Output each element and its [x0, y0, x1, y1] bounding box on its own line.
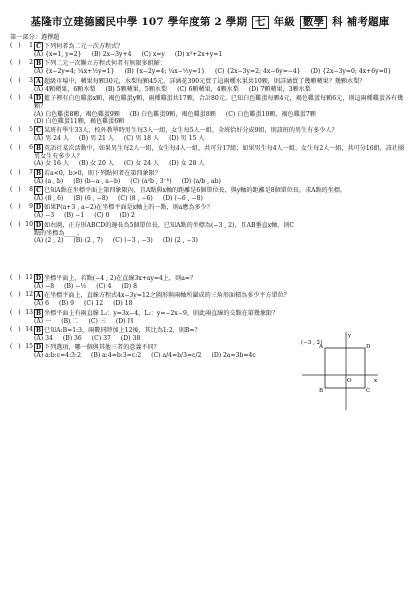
answer-paren: ( ) — [10, 343, 21, 351]
options-row — [34, 283, 410, 290]
question-body — [34, 42, 410, 58]
question-item — [10, 126, 410, 142]
answer-box: D — [35, 221, 42, 229]
question-item — [10, 186, 410, 202]
question-number: 7 — [29, 168, 33, 176]
question-body — [34, 221, 300, 245]
option: (A) 6 — [34, 300, 49, 308]
question-item — [10, 274, 410, 290]
question-number: 14 — [25, 325, 33, 333]
option: (C) 男 18 人 — [123, 135, 160, 143]
label-coord: (−3 , 2) — [301, 340, 323, 346]
question-body — [34, 59, 410, 75]
question-number: 8 — [29, 186, 33, 194]
option: (D) 7顆蘋果，3顆水梨 — [248, 85, 311, 93]
label-b: B — [319, 388, 324, 394]
option: (A) a:b:c=4:3:2 — [34, 352, 81, 360]
options-row — [34, 135, 410, 142]
option: (B) a:4=b:3=c:2 — [91, 352, 142, 360]
option: (A) 白色雞蛋8顆，褐色雞蛋9顆 — [34, 110, 120, 118]
question-body — [34, 309, 410, 325]
answer-box: C — [34, 126, 43, 135]
option: (A) (2 , 2) — [34, 237, 64, 245]
answer-box: A — [34, 77, 43, 86]
option: (B) −½ — [64, 282, 87, 290]
question-body — [34, 203, 410, 219]
option: (C) 女 24 人 — [123, 160, 160, 168]
option: (D) {2x−3y=0; 4x+6y=0} — [310, 68, 392, 76]
question-text: 坐標平面上有兩直線 L₁：y=3x−4，L₂：y=−2x−9，則此兩直線的交點在第幾象限？ — [44, 309, 279, 317]
option: (A) 4顆蘋果，6顆水梨 — [34, 85, 96, 93]
question-number: 13 — [25, 308, 33, 316]
option: (B) (b−a , a−b) — [73, 177, 121, 185]
option: (D) (−6 , −8) — [162, 195, 203, 203]
answer-paren: ( ) — [10, 59, 21, 67]
option: (D) 女 28 人 — [169, 160, 205, 168]
option: (A) 女 16 人 — [34, 160, 69, 168]
question-text: 英語社某次活動中，如果男生每2人一組，女生每4人一組，共可分17組；如果男生每4人一組，女生每2人一組，共可分16組，該社團男女生有多少人？ — [34, 144, 405, 160]
options-row — [34, 160, 410, 167]
option: (C) 白色雞蛋10顆，褐色雞蛋7顆 — [225, 110, 316, 118]
question-number: 6 — [29, 143, 33, 151]
question-item — [10, 42, 410, 58]
label-x: x — [374, 378, 378, 384]
answer-box: B — [35, 309, 42, 317]
question-body — [34, 274, 410, 290]
answer-paren: ( ) — [10, 291, 21, 299]
question-body — [34, 291, 410, 307]
question-text: 超級市場中，蘋果每顆30元，水梨每顆45元，詳涵花390元買了這兩種水果共10顆，則詳涵買了幾顆蘋果？幾顆水梨？ — [44, 77, 366, 85]
answer-paren: ( ) — [10, 94, 21, 102]
option: (C) {2x−3y=2; 4x−6y=−4} — [215, 68, 301, 76]
question-number: 4 — [29, 94, 33, 102]
option: (B) 5顆蘋果，5顆水梨 — [105, 85, 168, 93]
answer-paren: ( ) — [10, 308, 21, 316]
option: (C) a/4=b/3=c/2 — [151, 352, 202, 360]
question-number: 1 — [29, 42, 33, 49]
title-subject-suffix: 科 補考題庫 — [332, 16, 390, 28]
options-row — [34, 300, 410, 307]
answer-box: A — [34, 291, 43, 300]
answer-box: B — [35, 169, 42, 177]
option: (A) {x−2y=4; ¼x+½y=1} — [34, 68, 115, 76]
options-row — [34, 68, 410, 75]
question-number: 10 — [25, 220, 33, 228]
square-abcd — [325, 348, 365, 388]
question-item — [10, 309, 410, 325]
question-text: 在坐標平面上，直線方程式4x−3y=12之圖形與兩軸所圍成的三角形面積為多少平方單位？ — [44, 292, 290, 300]
question-text: 如右圖，正方形ABCD的邊長為5個單位長，已知A點的坐標為(−3 , 2)，且AB垂直x軸，則C點的坐標為____。 — [34, 221, 295, 237]
question-number: 15 — [25, 343, 33, 351]
question-item — [10, 94, 410, 125]
label-c: C — [366, 388, 371, 394]
answer-paren: ( ) — [10, 76, 21, 84]
question-body — [34, 144, 410, 168]
options-row — [34, 212, 410, 219]
option: (C) 4 — [96, 282, 112, 290]
figure-spacer — [10, 245, 410, 273]
question-item — [10, 291, 410, 307]
question-text: 下列二元一次聯立方程式何者有無限多組解： — [44, 60, 166, 68]
option: (B) 女 20 人 — [78, 160, 114, 168]
option: (D) 2a=3b=4c — [211, 352, 256, 360]
question-body — [34, 94, 410, 125]
question-item — [10, 77, 410, 93]
question-number: 9 — [29, 203, 33, 211]
answer-paren: ( ) — [10, 143, 21, 151]
option: (B) −1 — [64, 212, 85, 220]
grade-box: 七 — [252, 16, 269, 29]
question-item — [10, 169, 410, 185]
option: (D) 白色雞蛋11顆，褐色雞蛋6顆 — [34, 118, 125, 126]
answer-box: C — [34, 42, 43, 51]
question-number: 3 — [29, 76, 33, 84]
option: (D) 四 — [115, 317, 134, 325]
question-item — [10, 59, 410, 75]
coordinate-figure — [300, 330, 380, 412]
option: (B) 白色雞蛋9顆，褐色雞蛋8顆 — [129, 110, 216, 118]
answer-box: D — [35, 95, 42, 103]
answer-box: D — [35, 344, 42, 352]
option: (D) (a/b , ab) — [181, 177, 221, 185]
question-text: 下列選項，哪一個與其他三者的意義不同？ — [44, 344, 160, 352]
section-heading: 第一部分：選擇題 — [10, 34, 60, 41]
option: (B) 9 — [58, 300, 75, 308]
options-row — [34, 86, 410, 93]
question-body — [34, 186, 410, 202]
label-d: D — [366, 344, 371, 350]
answer-paren: ( ) — [10, 186, 21, 194]
option: (B) {x−2y=4; ¼x−½y=1} — [124, 68, 206, 76]
option: (C) 0 — [94, 212, 110, 220]
option: (A) (a , b) — [34, 177, 64, 185]
question-number: 2 — [29, 59, 33, 67]
option: (A) 34 — [34, 334, 53, 342]
option: (A) −8 — [34, 282, 55, 290]
option: (C) x=y — [141, 51, 165, 58]
option: (D) 8 — [121, 282, 137, 290]
option: (D) (2 , −3) — [162, 237, 198, 245]
options-row — [34, 111, 410, 126]
option: (C) (8 , −6) — [118, 195, 153, 203]
answer-box: B — [35, 60, 42, 68]
option: (C) (a³b , 3⁻ᵇ) — [130, 177, 172, 185]
option: (C) 37 — [91, 334, 111, 342]
answer-paren: ( ) — [10, 220, 21, 228]
answer-box: C — [34, 186, 43, 195]
label-a: A — [319, 344, 323, 350]
option: (D) x²+2x+y=1 — [174, 51, 223, 58]
question-item — [10, 203, 410, 219]
answer-paren: ( ) — [10, 273, 21, 281]
answer-paren: ( ) — [10, 203, 21, 211]
option: (B) 男 21 人 — [78, 135, 114, 143]
options-row — [34, 237, 300, 244]
question-text: 已知A:B=1:3，兩數同時加上12後，其比為1:2，則B=？ — [44, 326, 201, 334]
question-text: 坐標平面上，若點(−4 , 2)在直線3x+ay=4上，則a=？ — [44, 274, 197, 282]
option: (B) 36 — [62, 334, 82, 342]
option: (A) 一 — [34, 317, 52, 325]
option: (B) (2 , 7) — [73, 237, 103, 245]
option: (C) 6顆蘋果，4顆水梨 — [177, 85, 239, 93]
label-o: O — [347, 378, 352, 384]
option: (A) 男 24 人 — [34, 135, 69, 143]
question-list — [10, 42, 410, 360]
option: (C) 三 — [88, 317, 106, 325]
question-text: 籃子裡有白色雞蛋x顆，褐色雞蛋y顆，兩種雞蛋共17顆，合計80元。已知白色雞蛋每顆4元，褐色雞蛋每顆6元，則這兩種雞蛋各有幾顆？ — [34, 95, 404, 111]
option: (A) −3 — [34, 212, 55, 220]
option: (D) 18 — [113, 300, 133, 308]
options-row — [34, 318, 410, 325]
options-row — [34, 51, 410, 58]
question-number: 5 — [29, 126, 33, 134]
question-text: 若a<0，b>0，則下列點何者在第四象限？ — [44, 169, 161, 177]
question-text: 某班有學生33人，校外教學時男生每3人一組，女生每5人一組，全班恰好分成9組，則該班的男生有多少人？ — [44, 127, 338, 135]
option: (B) 2x−3y+4 — [91, 51, 132, 58]
option: (B) (6 , −8) — [73, 195, 109, 203]
answer-box: B — [35, 326, 42, 334]
question-number: 12 — [25, 291, 33, 299]
answer-paren: ( ) — [10, 126, 21, 134]
answer-paren: ( ) — [10, 168, 21, 176]
option: (A) (8 , 6) — [34, 195, 64, 203]
question-body — [34, 169, 410, 185]
option: (A) {x=1, y=2} — [34, 51, 82, 58]
question-text: 如果P(a+3 , a−2)在坐標平面是x軸上的一點，則a應為多少？ — [44, 204, 213, 212]
answer-paren: ( ) — [10, 42, 21, 49]
question-item — [10, 221, 410, 245]
question-text: 已知A點在坐標平面上第四象限內，且A點與x軸的距離是6個單位長，與y軸的距離是8個單位長，求A點的坐標。 — [44, 187, 347, 195]
option: (D) 男 15 人 — [169, 135, 205, 143]
page-title — [10, 14, 410, 29]
answer-box: B — [35, 144, 42, 152]
question-number: 11 — [25, 273, 33, 281]
answer-box: D — [35, 274, 42, 282]
answer-box: D — [35, 204, 42, 212]
question-body — [34, 77, 410, 93]
options-row — [34, 195, 410, 202]
options-row — [34, 178, 410, 185]
option: (B) 二 — [61, 317, 79, 325]
title-school: 基隆市立建德國民中學 107 學年度第 2 學期 — [30, 16, 248, 28]
option: (C) (−3 , −3) — [112, 237, 153, 245]
option: (D) 38 — [120, 334, 141, 342]
question-item — [10, 144, 410, 168]
option: (C) 12 — [84, 300, 104, 308]
question-text: 下列何者為二元一次方程式？ — [44, 43, 124, 50]
question-body — [34, 126, 410, 142]
option: (D) 2 — [119, 212, 135, 220]
subject-box: 數學 — [300, 16, 327, 29]
label-y: y — [348, 333, 352, 339]
answer-paren: ( ) — [10, 325, 21, 333]
title-grade-suffix: 年級 — [273, 16, 295, 28]
